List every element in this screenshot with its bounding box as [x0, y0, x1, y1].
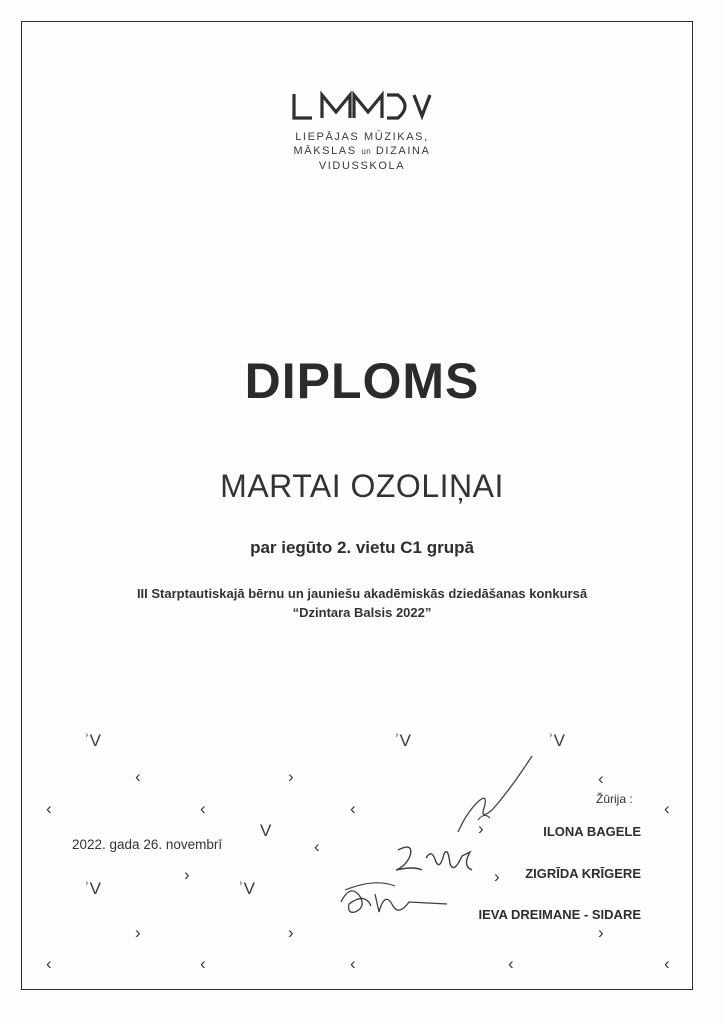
school-name-line1: LIEPĀJAS MŪZIKAS, — [295, 131, 429, 143]
decor-chevron-icon: ‹ — [314, 837, 320, 856]
jury-member-1: ILONA BAGELE — [543, 824, 641, 839]
decor-chevron-icon: ʾV — [394, 731, 411, 750]
decor-chevron-icon: ‹ — [46, 799, 52, 818]
decor-chevron-icon: ‹ — [508, 954, 514, 973]
decor-chevron-icon: › — [598, 923, 604, 942]
jury-label: Žūrija : — [596, 792, 633, 806]
decor-chevron-icon: ‹ — [200, 799, 206, 818]
decor-chevron-icon: ‹ — [350, 954, 356, 973]
jury-member-2: ZIGRĪDA KRĪGERE — [525, 866, 641, 881]
decor-chevron-icon: ʾV — [84, 879, 101, 898]
school-name-word-maksla: MĀKSLAS — [293, 145, 357, 157]
issue-date: 2022. gada 26. novembrī — [72, 837, 223, 852]
diploma-title: DIPLOMS — [244, 353, 480, 409]
decor-chevron-icon: V — [260, 821, 272, 840]
contest-line2: “Dzintara Balsis 2022” — [292, 605, 432, 620]
school-name-conj: un — [361, 147, 372, 156]
decor-chevron-icon: › — [478, 819, 484, 838]
contest-line1: III Starptautiskajā bērnu un jauniešu akadēmiskās dziedāšanas konkursā — [136, 586, 588, 601]
award-text: par iegūto 2. vietu C1 grupā — [250, 538, 474, 557]
decor-chevron-icon: › — [184, 865, 190, 884]
school-name-line3: VIDUSSKOLA — [318, 160, 406, 172]
school-name-word-dizaina: DIZAINA — [375, 145, 431, 157]
decor-chevron-icon: ‹ — [664, 954, 670, 973]
decor-chevron-icon: › — [288, 923, 294, 942]
decor-chevron-icon: ‹ — [664, 799, 670, 818]
decor-chevron-icon: ‹ — [350, 799, 356, 818]
decor-chevron-icon: › — [288, 767, 294, 786]
jury-member-3: IEVA DREIMANE - SIDARE — [478, 907, 641, 922]
decor-chevron-icon: ʾV — [84, 731, 101, 750]
decor-chevron-icon: ʾV — [238, 879, 255, 898]
signature-1 — [450, 750, 540, 840]
decor-chevron-icon: › — [494, 867, 500, 886]
decor-chevron-icon: ‹ — [135, 767, 141, 786]
contest-text — [0, 584, 724, 622]
decor-chevron-icon: ‹ — [598, 769, 604, 788]
decor-chevron-icon: ‹ — [200, 954, 206, 973]
decor-chevron-icon: ʾV — [548, 731, 565, 750]
school-logo — [290, 90, 434, 122]
school-name-line2 — [262, 144, 462, 159]
signature-3 — [335, 872, 455, 922]
recipient-name: MARTAI OZOLIŅAI — [220, 468, 504, 504]
decor-chevron-icon: ‹ — [46, 954, 52, 973]
decor-chevron-icon: › — [135, 923, 141, 942]
school-name — [262, 130, 462, 173]
